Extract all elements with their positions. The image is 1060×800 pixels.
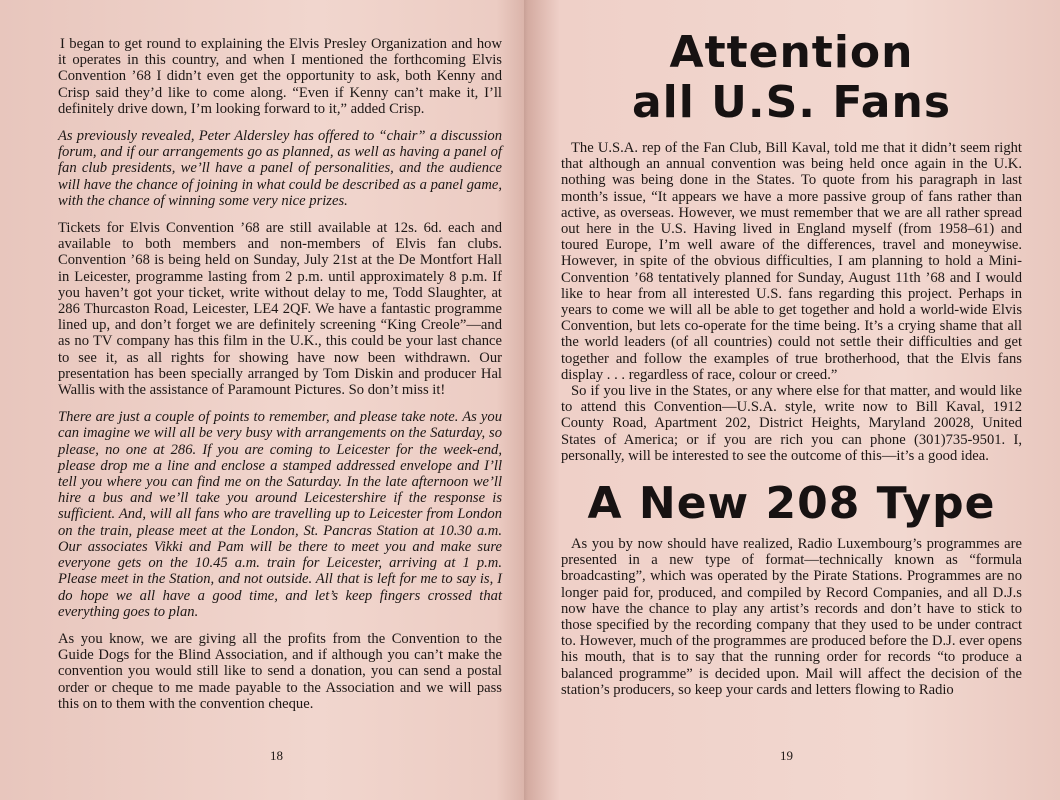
radio-paragraph-1: As you by now should have realized, Radio Luxembourg’s programmes are presented in a new type of format—technically known as “formula broadcasting”, which was operated by the Pirate Stations. Programmes are no longer paid for, produced, and compiled by Record Companies, and all D.J.s now have the chance to play any artist’s records and don’t have to stick to those specified by the recording company that they used to be under contract to. However, much of the programmes are produced before the D.J. ever opens his mouth, that is to say that the running order for records “to produce a balanced programme” is decided upon. Mail will affect the decision of the station’s producers, so keep your cards and letters flowing to Radio xyxy=(561,536,1022,698)
headline-all-us-fans: all U.S. Fans xyxy=(631,77,952,128)
left-paragraph-5: As you know, we are giving all the profits from the Convention to the Guide Dogs for the Blind Association, and if although you can’t make the convention you would still like to send a donation, you can send a postal order or cheque to me made payable to the Association and we will pass this on to them with the convention cheque. xyxy=(58,630,502,712)
right-page xyxy=(528,0,1060,800)
headline-attention: Attention xyxy=(669,27,914,78)
page-number-left: 18 xyxy=(270,748,283,763)
left-paragraph-4: There are just a couple of points to remember, and please take note. As you can imagine we will all be very busy with arrangements on the Saturday, so please, no one at 286. If you are coming to Leicester for the week-end, please drop me a line and enclose a stamped addressed envelope and I’ll tell you where you can find me on the Saturday. In the late afternoon we’ll hire a bus and we’ll take you around Leicestershire if the response is sufficient. And, will all fans who are travelling up to Leicester from London on the train, please meet at the London, St. Pancras Station at 10.30 a.m. Our associates Vikki and Pam will be there to meet you and make sure everyone gets on the 10.45 a.m. train for Leicester, arriving at 1 p.m. Please meet in the Station, and not outside. All that is left for me to say is, I do hope we all have a good time, and let’s keep fingers crossed that everything goes to plan. xyxy=(58,409,502,620)
headline-new-208-type: A New 208 Type xyxy=(587,478,996,530)
page-number-right: 19 xyxy=(780,748,793,763)
us-fans-paragraph-1: The U.S.A. rep of the Fan Club, Bill Kaval, told me that it didn’t seem right that although an annual convention was being held once again in the U.K. nothing was being done in the States. To quote from his paragraph in last month’s issue, “It appears we have a more passive group of fans rather than active, as overseas. However, we must remember that we are all rather spread out here in the U.S. Having lived in England myself (from 1958–61) and toured Europe, I’m well aware of the differences, travel and moneywise. However, in spite of the obvious difficulties, I am planning to hold a Mini-Convention ’68 tentatively planned for Sunday, August 11th ’68 and I would like to hear from all interested U.S. fans regarding this project. Perhaps in years to come we will all be able to get together and hold a world-wide Elvis Convention, but lets co-operate for the time being. It’s a crying shame that all the world leaders (of all countries) could not settle their difficulties and get together and follow the examples of true brotherhood, that the Elvis fans display . . . regardless of race, colour or creed.” xyxy=(561,140,1022,383)
us-fans-paragraph-2: So if you live in the States, or any where else for that matter, and would like to attend this Convention—U.S.A. style, write now to Bill Kaval, 1912 County Road, Apartment 202, District Heights, Maryland 20028, United States of America; or if you are rich you can phone (301)735-9501. I, personally, will be interested to see the outcome of this—it’s a good idea. xyxy=(561,383,1022,464)
left-paragraph-3: Tickets for Elvis Convention ’68 are still available at 12s. 6d. each and available to both members and non-members of Elvis fan clubs. Convention ’68 is being held on Sunday, July 21st at the De Montfort Hall in Leicester, programme lasting from 2 p.m. until approximately 8 p.m. If you haven’t got your ticket, write without delay to me, Todd Slaughter, at 286 Thurcaston Road, Leicester, LE4 2QF. We have a fantastic programme lined up, and don’t forget we are definitely screening “King Creole”—and as no TV company has this film in the U.K., this could be your last chance to see it, as all rights for showing have now been withdrawn. Our presentation has been specially arranged by Tom Diskin and producer Hal Wallis with the assistance of Paramount Pictures. So don’t miss it! xyxy=(58,220,502,399)
left-paragraph-2: As previously revealed, Peter Aldersley has offered to “chair” a discussion forum, and if our arrangements go as planned, as well as having a panel of fan club presidents, we’ll have a panel of personalities, and the audience will have the chance of joining in what could be described as a panel game, with the chance of winning some very nice prizes. xyxy=(58,128,502,209)
left-page xyxy=(0,0,528,800)
left-paragraph-1: I began to get round to explaining the Elvis Presley Organization and how it operates in this country, and when I mentioned the forthcoming Elvis Convention ’68 I didn’t even get the opportunity to ask, both Kenny and Crisp said they’d like to come along. “Even if Kenny can’t make it, I’ll definitely drive down, I’m looking forward to it,” added Crisp. xyxy=(58,36,502,117)
